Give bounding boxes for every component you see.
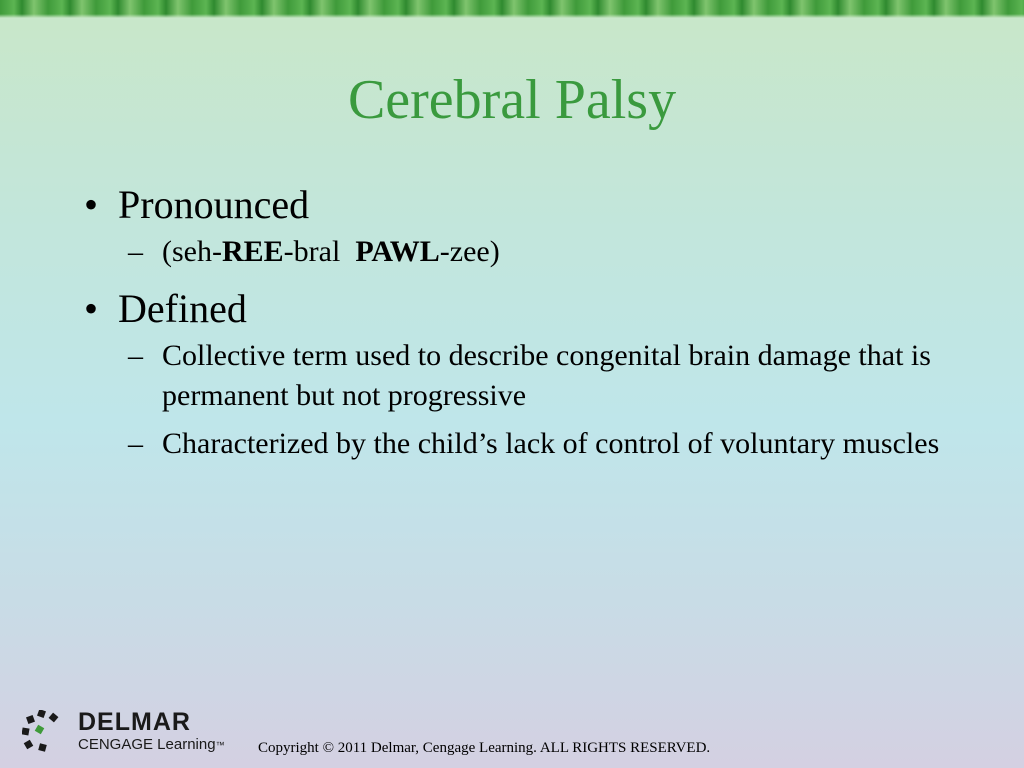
bullet-defined — [80, 284, 960, 334]
bullet-text: Defined — [118, 286, 247, 331]
pronunciation-stress-2: PAWL — [355, 235, 440, 268]
slide-title: Cerebral Palsy — [347, 69, 677, 131]
sub-bullet-definition — [80, 336, 960, 416]
copyright-notice: Copyright © 2011 Delmar, Cengage Learning. ALL RIGHTS RESERVED. — [258, 740, 711, 756]
sub-bullet-marker: – — [128, 427, 143, 460]
delmar-cengage-logo — [22, 708, 252, 758]
sub-bullet-text: Characterized by the child’s lack of control of voluntary muscles — [162, 427, 940, 460]
slide-content — [80, 180, 960, 472]
pronunciation-part3: -bral — [283, 235, 356, 268]
pronunciation-part1: (seh- — [162, 235, 222, 268]
bullet-text: Pronounced — [118, 182, 310, 227]
logo-mark-icon — [22, 710, 66, 754]
bullet-marker: • — [84, 182, 99, 227]
sub-bullet-marker: – — [128, 339, 143, 372]
sub-bullet-pronunciation — [80, 232, 960, 272]
top-decorative-stripe — [0, 0, 1024, 18]
logo-delmar-text: DELMAR — [78, 708, 191, 736]
sub-bullet-characterization — [80, 424, 960, 464]
sub-bullet-marker: – — [128, 235, 143, 268]
sub-bullet-text: Collective term used to describe congenital brain damage that is permanent but not progressive — [162, 339, 931, 412]
pronunciation-part5: -zee) — [439, 235, 500, 268]
pronunciation-stress-1: REE — [221, 235, 284, 268]
bullet-pronounced — [80, 180, 960, 230]
bullet-marker: • — [84, 286, 99, 331]
logo-cengage-text: CENGAGE Learning™ — [78, 736, 225, 753]
